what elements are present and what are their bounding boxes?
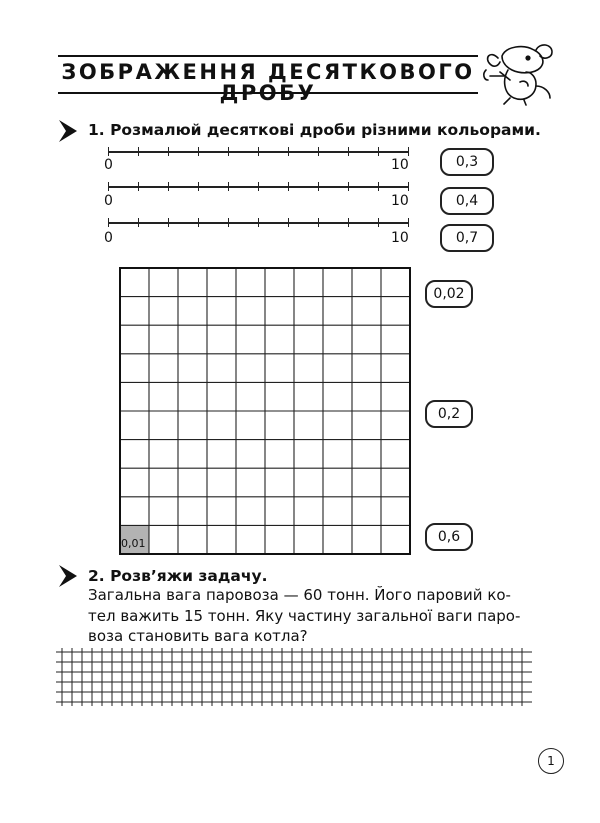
number-line-tick [348,218,349,227]
number-line-tick [168,218,169,227]
number-line-tick [198,218,199,227]
answer-grid[interactable] [56,648,532,708]
number-line-tick [108,182,109,191]
number-line-2 [108,180,408,194]
number-line-tick [228,218,229,227]
number-line-tick [318,147,319,156]
number-line-2-start: 0 [104,193,113,209]
number-line-tick [108,147,109,156]
number-line-3-end: 10 [391,230,409,246]
task1-heading: 1. Розмалюй десяткові дроби різними кольорами. [88,121,541,139]
number-line-tick [348,182,349,191]
number-line-tick [258,182,259,191]
number-line-tick [288,182,289,191]
problem-line-2: тел важить 15 тонн. Яку частину загальної ваги паро- [88,606,521,625]
number-line-1 [108,145,408,159]
problem-line-1: Загальна вага паровоза — 60 тонн. Його паровий ко- [88,586,511,604]
title-top-rule [58,55,478,57]
number-line-tick [348,147,349,156]
fraction-badge-0-6: 0,6 [425,523,473,551]
fraction-badge-0-02: 0,02 [425,280,473,308]
title-bottom-rule [58,92,478,94]
number-line-tick [138,147,139,156]
number-line-tick [138,218,139,227]
fraction-badge-0-7: 0,7 [440,224,494,252]
number-line-tick [318,218,319,227]
task2-problem-text [88,585,536,647]
fraction-badge-0-4: 0,4 [440,187,494,215]
number-line-tick [198,147,199,156]
problem-line-3: воза становить вага котла? [88,627,308,645]
number-line-tick [108,218,109,227]
number-line-tick [318,182,319,191]
number-line-tick [288,218,289,227]
number-line-tick [198,182,199,191]
number-line-tick [138,182,139,191]
arrow-bullet-icon [57,118,79,144]
number-line-tick [378,147,379,156]
number-line-tick [228,182,229,191]
number-line-tick [408,182,409,191]
number-line-tick [228,147,229,156]
number-line-tick [408,218,409,227]
fraction-badge-0-3: 0,3 [440,148,494,176]
number-line-1-end: 10 [391,157,409,173]
number-line-tick [168,147,169,156]
page-number: 1 [538,748,564,774]
number-line-tick [168,182,169,191]
number-line-tick [378,218,379,227]
number-line-2-end: 10 [391,193,409,209]
number-line-tick [378,182,379,191]
task2-heading: 2. Розв’яжи задачу. [88,567,268,585]
page-title: ЗОБРАЖЕННЯ ДЕСЯТКОВОГО ДРОБУ [61,60,475,105]
fraction-badge-0-2: 0,2 [425,400,473,428]
number-line-tick [288,147,289,156]
arrow-bullet-icon [57,563,79,589]
hundred-grid [119,267,411,555]
shaded-cell-label: 0,01 [121,537,146,550]
number-line-3-start: 0 [104,230,113,246]
number-line-tick [258,218,259,227]
number-line-tick [408,147,409,156]
number-line-3 [108,216,408,230]
number-line-1-start: 0 [104,157,113,173]
number-line-tick [258,147,259,156]
mascot-mouse-icon [480,40,560,106]
